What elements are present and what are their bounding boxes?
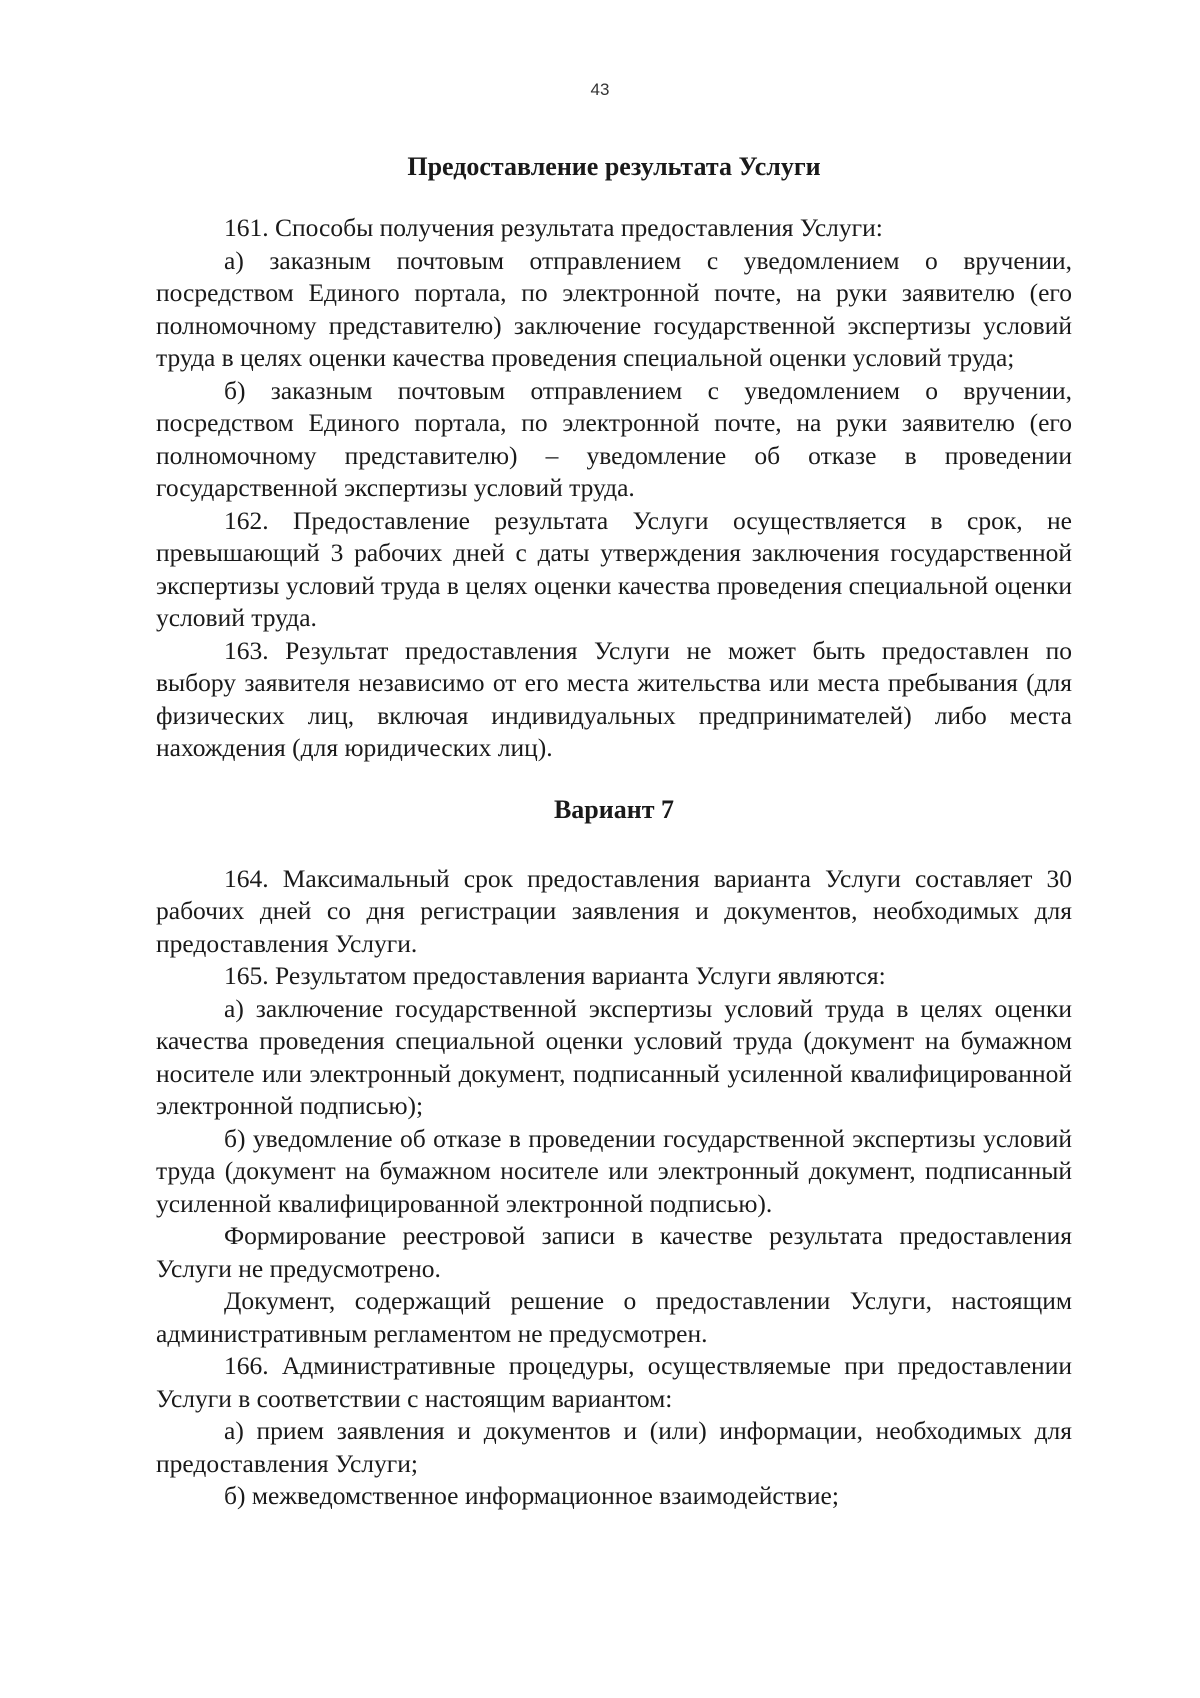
paragraph-165: 165. Результатом предоставления варианта Услуги являются: [224, 961, 886, 990]
paragraph-166-b: б) межведомственное информационное взаимодействие; [224, 1481, 839, 1510]
paragraph-163: 163. Результат предоставления Услуги не может быть предоставлен по выбору заявителя независимо от его места жительства или места пребывания (для физических лиц, включая индивидуальных предпринимателей) либо места нахождения (для юридических лиц). [156, 635, 1072, 762]
paragraph-registry-note: Формирование реестровой записи в качестве результата предоставления Услуги не предусмотрено. [156, 1221, 1072, 1283]
paragraph-166-a: а) прием заявления и документов и (или) информации, необходимых для предоставления Услуги; [156, 1416, 1072, 1478]
paragraph-165-b: б) уведомление об отказе в проведении государственной экспертизы условий труда (документ на бумажном носителе или электронный документ, подписанный усиленной квалифицированной электронной подписью). [156, 1123, 1072, 1218]
paragraph-161-a: а) заказным почтовым отправлением с уведомлением о вручении, посредством Единого портала, по электронной почте, на руки заявителю (его полномочному представителю) заключение государственной экспертизы условий труда в целях оценки качества проведения специальной оценки условий труда; [156, 245, 1072, 372]
paragraph-decision-note: Документ, содержащий решение о предоставлении Услуги, настоящим административным регламентом не предусмотрен. [156, 1286, 1072, 1348]
paragraph-166: 166. Административные процедуры, осуществляемые при предоставлении Услуги в соответствии с настоящим вариантом: [156, 1351, 1072, 1413]
paragraph-165-a: а) заключение государственной экспертизы условий труда в целях оценки качества проведения специальной оценки условий труда (документ на бумажном носителе или электронный документ, подписанный усиленной квалифицированной электронной подписью); [156, 993, 1072, 1120]
paragraph-162: 162. Предоставление результата Услуги осуществляется в срок, не превышающий 3 рабочих дней с даты утверждения заключения государственной экспертизы условий труда в целях оценки качества проведения специальной оценки условий труда. [156, 505, 1072, 632]
section-heading: Предоставление результата Услуги [407, 152, 821, 181]
paragraph-161: 161. Способы получения результата предоставления Услуги: [224, 213, 883, 242]
document-body [156, 144, 1072, 1513]
paragraph-161-b: б) заказным почтовым отправлением с уведомлением о вручении, посредством Единого портала, по электронной почте, на руки заявителю (его полномочному представителю) – уведомление об отказе в проведении государственной экспертизы условий труда. [156, 375, 1072, 502]
paragraph-164: 164. Максимальный срок предоставления варианта Услуги составляет 30 рабочих дней со дня регистрации заявления и документов, необходимых для предоставления Услуги. [156, 863, 1072, 958]
section-heading: Вариант 7 [553, 794, 675, 824]
page-number: 43 [590, 80, 610, 99]
